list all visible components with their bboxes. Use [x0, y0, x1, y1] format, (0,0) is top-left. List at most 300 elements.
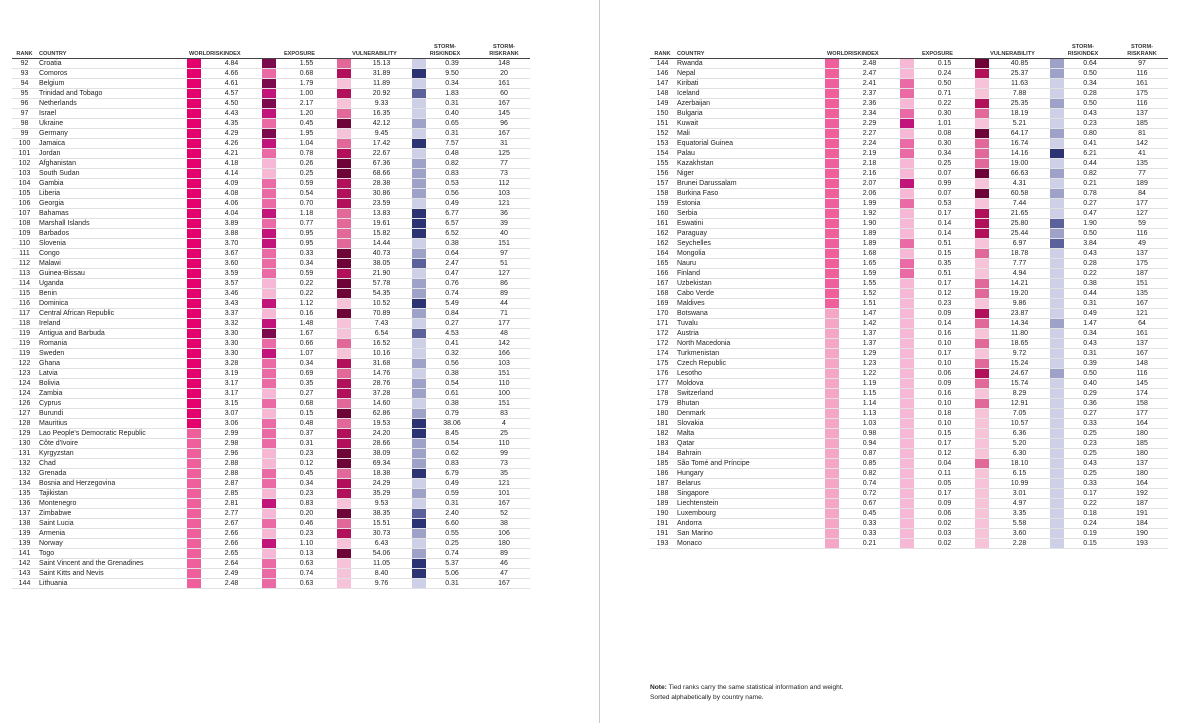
worldriskindex-cell: 4.50 [201, 99, 262, 109]
table-row [12, 79, 530, 89]
vulnerability-cell: 14.60 [351, 399, 412, 409]
stormriskindex-swatch-fill [412, 149, 426, 158]
country-cell: Marshall Islands [37, 219, 187, 229]
vulnerability-swatch-fill [337, 169, 351, 178]
exposure-swatch [262, 399, 276, 409]
worldriskindex-swatch [187, 59, 201, 69]
table-row [650, 279, 1168, 289]
exposure-cell: 0.37 [276, 429, 337, 439]
stormriskrank-cell: 64 [1116, 319, 1168, 329]
worldriskindex-swatch-fill [187, 209, 201, 218]
exposure-cell: 0.04 [914, 459, 975, 469]
stormriskrank-cell: 167 [478, 499, 530, 509]
stormriskindex-swatch [412, 509, 426, 519]
table-row [12, 469, 530, 479]
country-cell: Slovakia [675, 419, 825, 429]
table-row [12, 449, 530, 459]
stormriskindex-swatch [412, 449, 426, 459]
vulnerability-cell: 9.86 [989, 299, 1050, 309]
table-row [12, 489, 530, 499]
stormriskindex-swatch [1050, 389, 1064, 399]
stormriskindex-swatch [412, 479, 426, 489]
stormriskindex-swatch [412, 519, 426, 529]
worldriskindex-cell: 1.59 [839, 269, 900, 279]
exposure-swatch [262, 369, 276, 379]
worldriskindex-swatch-fill [187, 319, 201, 328]
worldriskindex-cell: 3.37 [201, 309, 262, 319]
stormriskindex-swatch-fill [412, 359, 426, 368]
stormriskrank-cell: 83 [478, 409, 530, 419]
table-row [650, 239, 1168, 249]
stormriskrank-cell: 180 [1116, 469, 1168, 479]
worldriskindex-cell: 1.22 [839, 369, 900, 379]
exposure-swatch [900, 89, 914, 99]
stormriskrank-cell: 161 [1116, 79, 1168, 89]
worldriskindex-cell: 3.57 [201, 279, 262, 289]
exposure-swatch-fill [262, 239, 276, 248]
worldriskindex-swatch-fill [187, 79, 201, 88]
worldriskindex-cell: 4.09 [201, 179, 262, 189]
exposure-swatch [900, 109, 914, 119]
table-row [12, 249, 530, 259]
vulnerability-swatch-fill [337, 469, 351, 478]
country-cell: Côte d'Ivoire [37, 439, 187, 449]
stormriskindex-swatch-fill [1050, 99, 1064, 108]
vulnerability-swatch [975, 339, 989, 349]
note-line-1: Tied ranks carry the same statistical information and weight. [668, 684, 844, 691]
vulnerability-swatch [337, 139, 351, 149]
stormriskindex-swatch-fill [412, 139, 426, 148]
stormriskindex-cell: 0.22 [1064, 499, 1116, 509]
stormriskindex-cell: 0.83 [426, 459, 478, 469]
table-row [12, 219, 530, 229]
stormriskindex-cell: 0.22 [1064, 269, 1116, 279]
stormriskindex-cell: 2.47 [426, 259, 478, 269]
exposure-cell: 0.15 [914, 429, 975, 439]
exposure-swatch [900, 299, 914, 309]
vulnerability-cell: 54.06 [351, 549, 412, 559]
worldriskindex-swatch-fill [825, 179, 839, 188]
vulnerability-swatch-fill [975, 59, 989, 68]
stormriskindex-swatch-fill [1050, 459, 1064, 468]
exposure-swatch [262, 579, 276, 589]
exposure-cell: 1.67 [276, 329, 337, 339]
stormriskindex-swatch-fill [1050, 239, 1064, 248]
worldriskindex-cell: 2.24 [839, 139, 900, 149]
vulnerability-swatch [337, 389, 351, 399]
table-row [12, 199, 530, 209]
stormriskrank-cell: 167 [478, 99, 530, 109]
table-row [650, 539, 1168, 549]
table-row [12, 69, 530, 79]
stormriskindex-swatch [412, 579, 426, 589]
stormriskrank-cell: 100 [478, 389, 530, 399]
stormriskindex-swatch [412, 189, 426, 199]
stormriskindex-cell: 0.18 [1064, 509, 1116, 519]
table-row [12, 339, 530, 349]
worldriskindex-swatch [187, 239, 201, 249]
exposure-cell: 0.69 [276, 369, 337, 379]
rank-cell: 161 [650, 219, 675, 229]
stormriskindex-swatch-fill [412, 519, 426, 528]
worldriskindex-cell: 1.23 [839, 359, 900, 369]
stormriskindex-cell: 6.77 [426, 209, 478, 219]
table-row [12, 179, 530, 189]
stormriskindex-cell: 0.80 [1064, 129, 1116, 139]
vulnerability-swatch-fill [975, 89, 989, 98]
worldriskindex-swatch [187, 79, 201, 89]
worldriskindex-swatch-fill [825, 209, 839, 218]
worldriskindex-swatch-fill [187, 249, 201, 258]
exposure-cell: 0.03 [914, 529, 975, 539]
exposure-swatch-fill [262, 89, 276, 98]
stormriskindex-swatch [412, 219, 426, 229]
stormriskindex-cell: 6.21 [1064, 149, 1116, 159]
rank-cell: 92 [12, 59, 37, 69]
worldriskindex-cell: 1.42 [839, 319, 900, 329]
vulnerability-swatch [975, 89, 989, 99]
rank-cell: 105 [12, 189, 37, 199]
worldriskindex-swatch-fill [187, 59, 201, 68]
vulnerability-swatch-fill [337, 429, 351, 438]
vulnerability-swatch-fill [337, 159, 351, 168]
exposure-cell: 0.35 [914, 259, 975, 269]
vulnerability-cell: 15.51 [351, 519, 412, 529]
stormriskrank-cell: 167 [1116, 299, 1168, 309]
stormriskindex-swatch-fill [412, 259, 426, 268]
stormriskindex-cell: 0.24 [1064, 519, 1116, 529]
stormriskindex-swatch-fill [1050, 469, 1064, 478]
worldriskindex-swatch-fill [187, 89, 201, 98]
exposure-cell: 0.15 [276, 409, 337, 419]
worldriskindex-cell: 0.67 [839, 499, 900, 509]
vulnerability-swatch-fill [975, 249, 989, 258]
stormriskindex-cell: 0.36 [1064, 399, 1116, 409]
vulnerability-swatch-fill [975, 499, 989, 508]
vulnerability-cell: 6.15 [989, 469, 1050, 479]
vulnerability-cell: 57.78 [351, 279, 412, 289]
exposure-swatch-fill [900, 429, 914, 438]
stormriskindex-swatch [1050, 539, 1064, 549]
stormriskindex-swatch [412, 549, 426, 559]
worldriskindex-cell: 2.64 [201, 559, 262, 569]
table-row [650, 99, 1168, 109]
vulnerability-cell: 23.87 [989, 309, 1050, 319]
exposure-swatch-fill [262, 269, 276, 278]
vulnerability-swatch [337, 189, 351, 199]
vulnerability-swatch [337, 229, 351, 239]
vulnerability-swatch [975, 319, 989, 329]
table-row [12, 319, 530, 329]
worldriskindex-swatch [187, 159, 201, 169]
worldriskindex-swatch [187, 379, 201, 389]
stormriskindex-swatch-fill [412, 309, 426, 318]
table-row [650, 159, 1168, 169]
stormriskindex-swatch [1050, 189, 1064, 199]
worldriskindex-cell: 2.87 [201, 479, 262, 489]
exposure-swatch [900, 529, 914, 539]
worldriskindex-cell: 2.99 [201, 429, 262, 439]
vulnerability-cell: 7.43 [351, 319, 412, 329]
table-row [650, 479, 1168, 489]
stormriskindex-swatch [412, 229, 426, 239]
exposure-cell: 0.22 [914, 99, 975, 109]
vulnerability-swatch-fill [337, 279, 351, 288]
worldriskindex-swatch [825, 159, 839, 169]
exposure-swatch-fill [900, 199, 914, 208]
page-divider [599, 0, 600, 723]
vulnerability-cell: 4.97 [989, 499, 1050, 509]
rank-cell: 138 [12, 519, 37, 529]
exposure-cell: 0.23 [914, 299, 975, 309]
vulnerability-swatch [975, 429, 989, 439]
stormriskindex-swatch-fill [1050, 299, 1064, 308]
worldriskindex-swatch-fill [187, 279, 201, 288]
worldriskindex-swatch-fill [187, 349, 201, 358]
exposure-swatch [900, 449, 914, 459]
stormriskindex-cell: 0.74 [426, 289, 478, 299]
worldriskindex-swatch [187, 269, 201, 279]
worldriskindex-swatch [187, 339, 201, 349]
country-cell: Bahamas [37, 209, 187, 219]
exposure-cell: 0.34 [914, 149, 975, 159]
worldriskindex-cell: 3.60 [201, 259, 262, 269]
exposure-swatch [262, 259, 276, 269]
stormriskrank-cell: 4 [478, 419, 530, 429]
table-row [650, 119, 1168, 129]
stormriskindex-swatch-fill [1050, 139, 1064, 148]
vulnerability-cell: 25.44 [989, 229, 1050, 239]
rank-cell: 137 [12, 509, 37, 519]
stormriskindex-swatch-fill [1050, 419, 1064, 428]
rank-cell: 155 [650, 159, 675, 169]
stormriskindex-cell: 0.33 [1064, 419, 1116, 429]
stormriskrank-cell: 187 [1116, 269, 1168, 279]
worldriskindex-swatch-fill [825, 379, 839, 388]
rank-cell: 186 [650, 469, 675, 479]
exposure-cell: 0.99 [914, 179, 975, 189]
exposure-swatch [262, 189, 276, 199]
stormriskindex-cell: 0.65 [426, 119, 478, 129]
worldriskindex-cell: 1.89 [839, 229, 900, 239]
rank-cell: 113 [12, 269, 37, 279]
vulnerability-swatch-fill [975, 429, 989, 438]
vulnerability-swatch [337, 309, 351, 319]
stormriskindex-swatch [1050, 59, 1064, 69]
stormriskindex-cell: 0.31 [426, 99, 478, 109]
stormriskindex-cell: 0.53 [426, 179, 478, 189]
exposure-swatch-fill [262, 69, 276, 78]
worldriskindex-swatch [187, 459, 201, 469]
vulnerability-swatch-fill [337, 69, 351, 78]
worldriskindex-cell: 2.49 [201, 569, 262, 579]
vulnerability-swatch [337, 169, 351, 179]
exposure-swatch-fill [262, 389, 276, 398]
table-body-right [650, 59, 1168, 549]
worldriskindex-swatch-fill [825, 199, 839, 208]
stormriskindex-swatch [1050, 299, 1064, 309]
stormriskindex-swatch [412, 429, 426, 439]
vulnerability-swatch-fill [337, 499, 351, 508]
exposure-swatch-fill [900, 339, 914, 348]
vulnerability-swatch-fill [337, 419, 351, 428]
stormriskrank-cell: 189 [1116, 179, 1168, 189]
stormriskindex-swatch [1050, 489, 1064, 499]
country-cell: Mauritius [37, 419, 187, 429]
stormriskindex-swatch-fill [412, 419, 426, 428]
table-row [12, 359, 530, 369]
worldriskindex-swatch [187, 149, 201, 159]
stormriskrank-cell: 127 [1116, 209, 1168, 219]
exposure-swatch-fill [262, 549, 276, 558]
country-cell: Kuwait [675, 119, 825, 129]
rank-cell: 93 [12, 69, 37, 79]
vulnerability-cell: 69.34 [351, 459, 412, 469]
exposure-swatch [900, 439, 914, 449]
worldriskindex-swatch [825, 179, 839, 189]
exposure-swatch-fill [900, 469, 914, 478]
worldriskindex-swatch-fill [825, 439, 839, 448]
worldriskindex-swatch-fill [187, 409, 201, 418]
table-row [650, 329, 1168, 339]
exposure-swatch [262, 419, 276, 429]
stormriskindex-swatch-fill [1050, 339, 1064, 348]
risk-table-right [650, 38, 1168, 549]
exposure-swatch-fill [900, 79, 914, 88]
stormriskrank-cell: 151 [478, 239, 530, 249]
worldriskindex-swatch [187, 319, 201, 329]
table-row [12, 429, 530, 439]
worldriskindex-swatch-fill [187, 519, 201, 528]
country-cell: Mali [675, 129, 825, 139]
exposure-swatch [262, 509, 276, 519]
vulnerability-swatch [975, 229, 989, 239]
exposure-cell: 0.77 [276, 219, 337, 229]
exposure-cell: 0.17 [914, 349, 975, 359]
stormriskindex-swatch-fill [1050, 169, 1064, 178]
exposure-cell: 0.45 [276, 119, 337, 129]
vulnerability-swatch-fill [337, 519, 351, 528]
stormriskindex-swatch-fill [1050, 189, 1064, 198]
worldriskindex-swatch-fill [825, 469, 839, 478]
stormriskindex-swatch-fill [412, 189, 426, 198]
worldriskindex-swatch-fill [825, 59, 839, 68]
stormriskindex-swatch-fill [1050, 249, 1064, 258]
exposure-swatch [262, 59, 276, 69]
vulnerability-cell: 11.05 [351, 559, 412, 569]
country-cell: Iceland [675, 89, 825, 99]
table-row [650, 69, 1168, 79]
stormriskindex-swatch-fill [412, 159, 426, 168]
vulnerability-swatch [337, 539, 351, 549]
exposure-swatch-fill [262, 199, 276, 208]
vulnerability-swatch [975, 329, 989, 339]
stormriskrank-cell: 52 [478, 509, 530, 519]
exposure-swatch [262, 389, 276, 399]
rank-cell: 109 [12, 229, 37, 239]
exposure-swatch-fill [900, 59, 914, 68]
vulnerability-swatch-fill [337, 119, 351, 128]
stormriskindex-swatch-fill [1050, 89, 1064, 98]
exposure-cell: 0.59 [276, 269, 337, 279]
stormriskindex-cell: 0.40 [1064, 379, 1116, 389]
stormriskindex-cell: 0.21 [1064, 179, 1116, 189]
exposure-cell: 0.70 [276, 199, 337, 209]
vulnerability-swatch [975, 139, 989, 149]
exposure-swatch [262, 499, 276, 509]
vulnerability-swatch [975, 479, 989, 489]
worldriskindex-swatch [187, 119, 201, 129]
country-cell: Burundi [37, 409, 187, 419]
exposure-cell: 0.34 [276, 259, 337, 269]
worldriskindex-cell: 2.07 [839, 179, 900, 189]
stormriskindex-swatch-fill [412, 499, 426, 508]
stormriskindex-cell: 0.34 [1064, 329, 1116, 339]
worldriskindex-swatch-fill [187, 229, 201, 238]
exposure-swatch [900, 369, 914, 379]
exposure-swatch [262, 209, 276, 219]
stormriskindex-swatch-fill [1050, 179, 1064, 188]
exposure-swatch-fill [262, 119, 276, 128]
exposure-swatch [262, 149, 276, 159]
exposure-swatch-fill [900, 389, 914, 398]
stormriskindex-swatch [1050, 209, 1064, 219]
stormriskindex-swatch-fill [1050, 509, 1064, 518]
table-row [12, 89, 530, 99]
worldriskindex-swatch-fill [187, 339, 201, 348]
vulnerability-cell: 12.91 [989, 399, 1050, 409]
exposure-swatch [900, 489, 914, 499]
worldriskindex-swatch [187, 369, 201, 379]
vulnerability-swatch-fill [975, 179, 989, 188]
country-cell: Cyprus [37, 399, 187, 409]
exposure-swatch-fill [900, 439, 914, 448]
exposure-swatch-fill [262, 359, 276, 368]
exposure-swatch-fill [262, 469, 276, 478]
vulnerability-cell: 25.37 [989, 69, 1050, 79]
worldriskindex-swatch-fill [187, 259, 201, 268]
table-row [12, 189, 530, 199]
stormriskindex-swatch [1050, 309, 1064, 319]
worldriskindex-cell: 4.21 [201, 149, 262, 159]
stormriskrank-cell: 89 [478, 289, 530, 299]
stormriskrank-cell: 190 [1116, 529, 1168, 539]
stormriskindex-swatch-fill [412, 399, 426, 408]
table-row [12, 259, 530, 269]
rank-cell: 180 [650, 409, 675, 419]
vulnerability-swatch-fill [975, 519, 989, 528]
exposure-swatch [262, 469, 276, 479]
rank-cell: 184 [650, 449, 675, 459]
exposure-swatch [262, 109, 276, 119]
worldriskindex-swatch [825, 129, 839, 139]
rank-cell: 148 [650, 89, 675, 99]
exposure-cell: 0.08 [914, 129, 975, 139]
worldriskindex-swatch-fill [825, 89, 839, 98]
stormriskindex-swatch-fill [1050, 269, 1064, 278]
exposure-swatch-fill [262, 249, 276, 258]
exposure-swatch [900, 459, 914, 469]
stormriskindex-swatch [412, 279, 426, 289]
worldriskindex-swatch [187, 169, 201, 179]
vulnerability-swatch [975, 159, 989, 169]
vulnerability-swatch-fill [337, 389, 351, 398]
exposure-swatch [262, 299, 276, 309]
stormriskindex-swatch-fill [412, 109, 426, 118]
vulnerability-swatch-fill [337, 89, 351, 98]
country-cell: Seychelles [675, 239, 825, 249]
country-cell: Jamaica [37, 139, 187, 149]
